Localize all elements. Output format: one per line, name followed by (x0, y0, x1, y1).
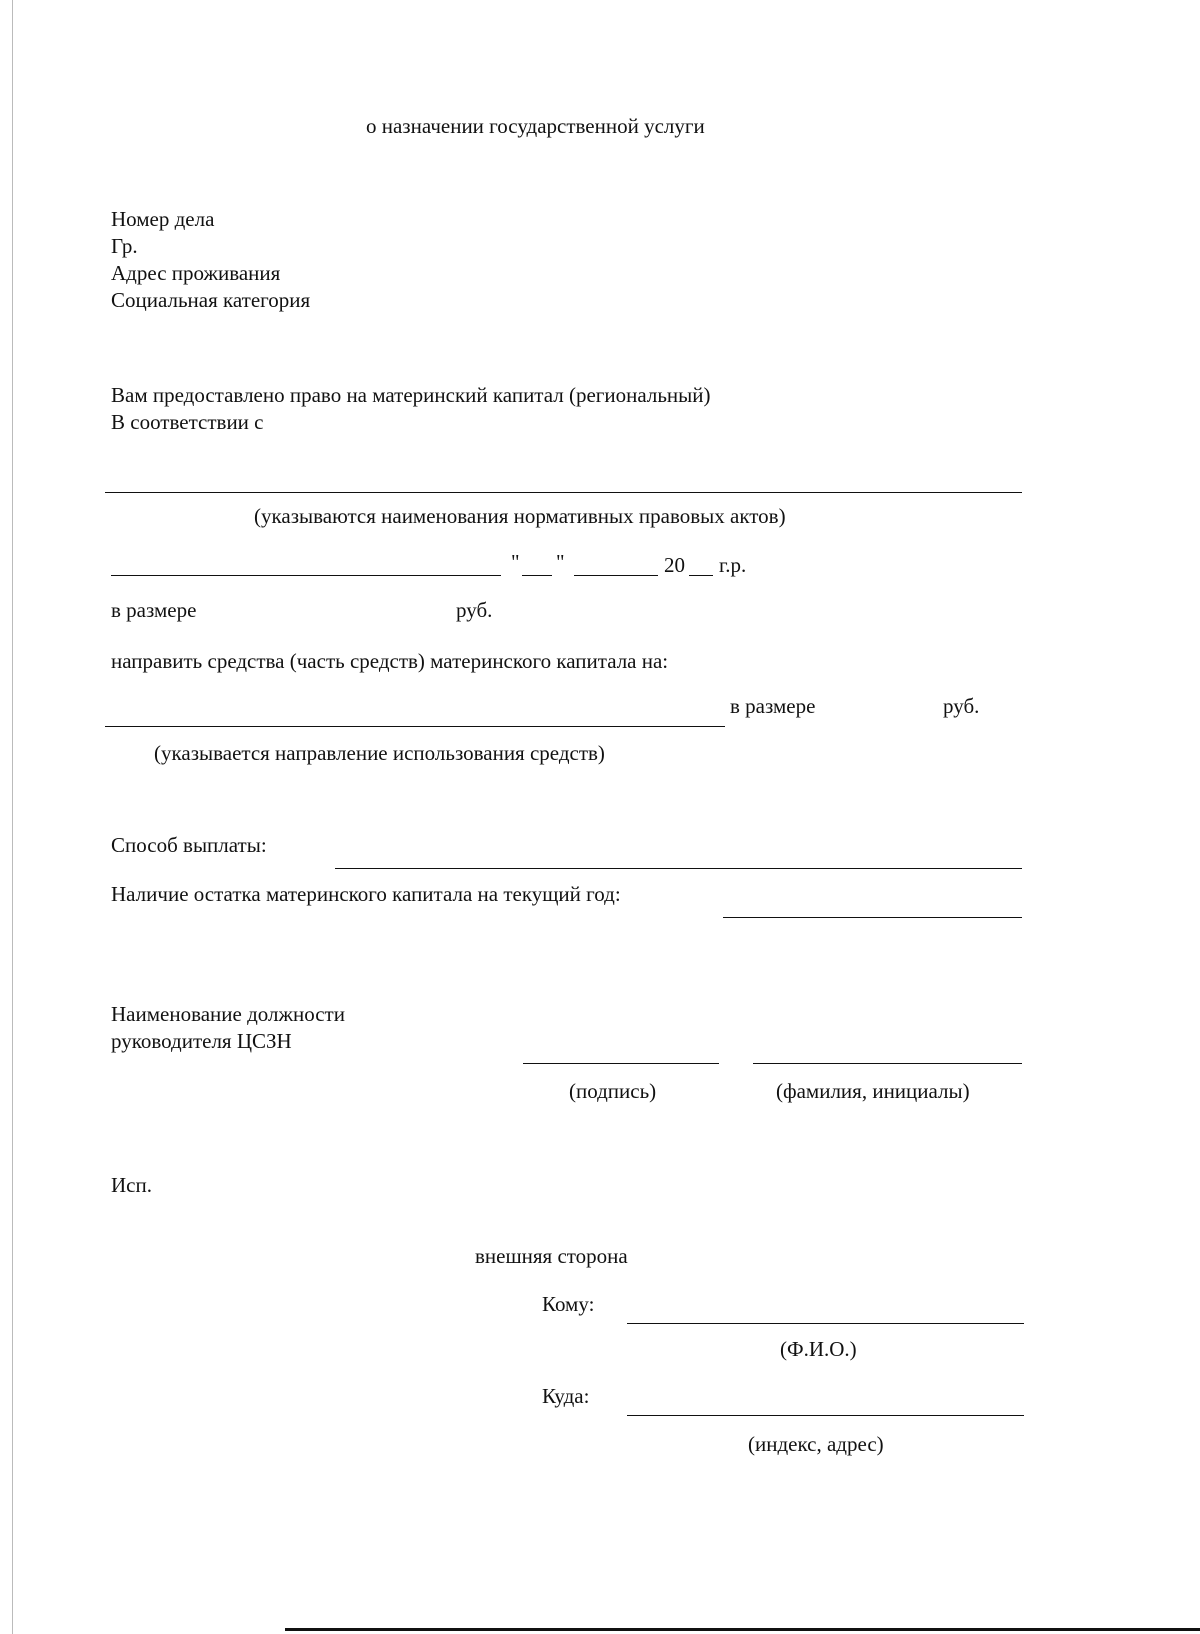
date-day-line (522, 575, 552, 576)
to-line (627, 1323, 1024, 1324)
signature-line (523, 1063, 719, 1064)
payment-method-line (335, 868, 1022, 869)
date-year-prefix: 20 (664, 553, 685, 577)
amount-currency: руб. (456, 598, 493, 622)
direction-fill-line (105, 726, 725, 727)
position-line-1: Наименование должности (111, 1002, 345, 1026)
signature-hint: (подпись) (569, 1079, 657, 1103)
acts-fill-line (105, 492, 1022, 493)
case-number-label: Номер дела (111, 207, 215, 231)
date-quote-open: " (511, 550, 520, 574)
social-category-label: Социальная категория (111, 288, 311, 312)
envelope-heading: внешняя сторона (475, 1244, 628, 1268)
citizen-label: Гр. (111, 234, 138, 258)
date-quote-close: " (556, 550, 565, 574)
date-year-line (689, 575, 713, 576)
to-label: Кому: (542, 1292, 595, 1316)
page-title: о назначении государственной услуги (366, 114, 705, 138)
date-year-suffix: г.р. (719, 553, 747, 577)
direct-funds-text: направить средства (часть средств) материнского капитала на: (111, 649, 669, 673)
date-month-line (574, 575, 658, 576)
position-line-2: руководителя ЦСЗН (111, 1029, 292, 1053)
where-hint: (индекс, адрес) (748, 1432, 884, 1456)
to-hint: (Ф.И.О.) (780, 1337, 857, 1361)
direction-amount-label: в размере (730, 694, 816, 718)
direction-amount-currency: руб. (943, 694, 980, 718)
granted-right-text: Вам предоставлено право на материнский капитал (региональный) (111, 383, 711, 407)
scan-left-edge (12, 0, 13, 1634)
scan-bottom-edge (285, 1628, 1200, 1631)
address-label: Адрес проживания (111, 261, 281, 285)
in-accordance-text: В соответствии с (111, 410, 264, 434)
payment-method-label: Способ выплаты: (111, 833, 267, 857)
executor-label: Исп. (111, 1173, 152, 1197)
acts-hint: (указываются наименования нормативных правовых актов) (254, 504, 786, 528)
name-hint: (фамилия, инициалы) (776, 1079, 970, 1103)
name-line (753, 1063, 1022, 1064)
date-prefix-line (111, 575, 501, 576)
amount-label: в размере (111, 598, 197, 622)
balance-label: Наличие остатка материнского капитала на текущий год: (111, 882, 621, 906)
where-label: Куда: (542, 1384, 590, 1408)
where-line (627, 1415, 1024, 1416)
balance-line (723, 917, 1022, 918)
direction-hint: (указывается направление использования средств) (154, 741, 605, 765)
